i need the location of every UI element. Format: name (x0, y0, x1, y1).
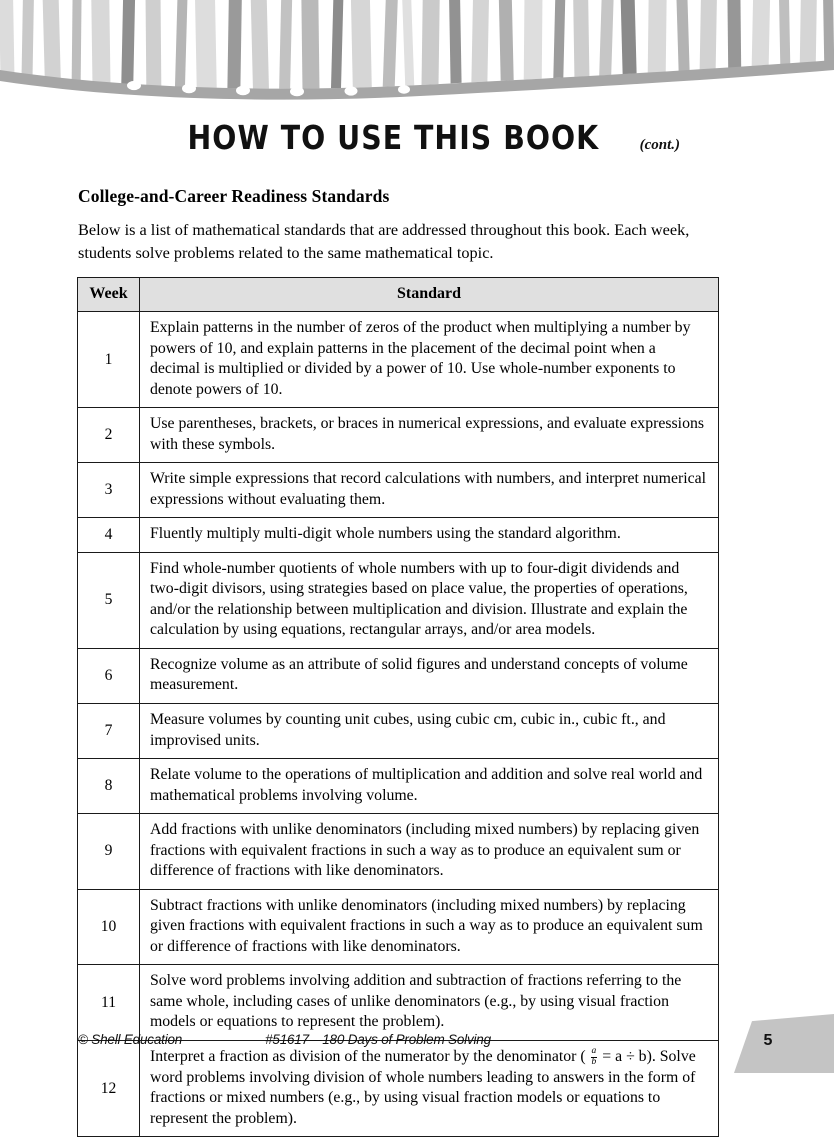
table-row (78, 312, 719, 408)
intro-paragraph: Below is a list of mathematical standards that are addressed throughout this book. Each week, students solve problems related to the same mathematical topic. (78, 220, 690, 263)
standard-text-before-fraction: Interpret a fraction as division of the numerator by the denominator ( (150, 1047, 590, 1065)
standard-text: Relate volume to the operations of multiplication and addition and solve real world and mathematical problems involving volume. (140, 759, 719, 814)
table-body (78, 312, 719, 1137)
week-number: 9 (78, 814, 140, 890)
table-row (78, 703, 719, 758)
table-row (78, 759, 719, 814)
standard-text: Recognize volume as an attribute of solid figures and understand concepts of volume measurement. (140, 648, 719, 703)
table-row (78, 889, 719, 965)
table-row (78, 965, 719, 1041)
table-row (78, 1040, 719, 1136)
column-header-week: Week (78, 278, 140, 312)
week-number: 11 (78, 965, 140, 1041)
week-number: 10 (78, 889, 140, 965)
week-number: 1 (78, 312, 140, 408)
fraction-numerator: a (591, 1046, 597, 1057)
week-number: 8 (78, 759, 140, 814)
banner-graphic (0, 0, 834, 100)
page-title-continuation: (cont.) (639, 137, 681, 153)
standard-text: Measure volumes by counting unit cubes, using cubic cm, cubic in., cubic ft., and improvised units. (140, 703, 719, 758)
week-number: 7 (78, 703, 140, 758)
decorative-top-banner (0, 0, 834, 100)
standard-text-after-fraction: = a ÷ b). Solve word problems involving division of whole numbers leading to answers in the form of fractions or mixed numbers (e.g., by using visual fraction models or equations to represent the problem). (150, 1047, 696, 1127)
page-number-tab (734, 1014, 834, 1073)
footer-copyright: © Shell Education (78, 1032, 183, 1047)
standards-table (77, 277, 719, 1137)
table-header (78, 278, 719, 312)
standard-text: Find whole-number quotients of whole numbers with up to four-digit dividends and two-digit divisors, using strategies based on place value, the properties of operations, and/or the relationship between multiplication and division. Illustrate and explain the calculation by using equations, rectangular arrays, and/or area models. (140, 552, 719, 648)
week-number: 4 (78, 518, 140, 553)
standard-text: Add fractions with unlike denominators (including mixed numbers) by replacing given fractions with equivalent fractions in such a way as to produce an equivalent sum or difference of fractions with like denominators. (140, 814, 719, 890)
footer-book-reference: #51617—180 Days of Problem Solving (265, 1032, 491, 1047)
week-number: 12 (78, 1040, 140, 1136)
table-row (78, 552, 719, 648)
fraction-a-over-b (591, 1047, 598, 1067)
page-number: 5 (763, 1032, 773, 1049)
column-header-standard: Standard (140, 278, 719, 312)
page-title: HOW TO USE THIS BOOK (187, 118, 600, 157)
standard-text: Subtract fractions with unlike denominators (including mixed numbers) by replacing given fractions with equivalent fractions in such a way as to produce an equivalent sum or difference of fractions with like denominators. (140, 889, 719, 965)
table-row (78, 463, 719, 518)
standard-text-with-fraction (140, 1040, 719, 1136)
week-number: 2 (78, 408, 140, 463)
standard-text: Fluently multiply multi-digit whole numbers using the standard algorithm. (140, 518, 719, 553)
table-row (78, 648, 719, 703)
week-number: 3 (78, 463, 140, 518)
page-title-row (0, 118, 834, 157)
standard-text: Solve word problems involving addition and subtraction of fractions referring to the same whole, including cases of unlike denominators (e.g., by using visual fraction models or equations to represent the problem). (140, 965, 719, 1041)
table-header-row (78, 278, 719, 312)
table-row (78, 814, 719, 890)
standard-text: Explain patterns in the number of zeros of the product when multiplying a number by powers of 10, and explain patterns in the placement of the decimal point when a decimal is multiplied or divided by a power of 10. Use whole-number exponents to denote powers of 10. (140, 312, 719, 408)
standard-text: Write simple expressions that record calculations with numbers, and interpret numerical expressions without evaluating them. (140, 463, 719, 518)
table-row (78, 408, 719, 463)
standard-text: Use parentheses, brackets, or braces in numerical expressions, and evaluate expressions with these symbols. (140, 408, 719, 463)
fraction-denominator: b (591, 1056, 597, 1067)
section-heading: College-and-Career Readiness Standards (78, 186, 390, 206)
table-row (78, 518, 719, 553)
week-number: 5 (78, 552, 140, 648)
week-number: 6 (78, 648, 140, 703)
